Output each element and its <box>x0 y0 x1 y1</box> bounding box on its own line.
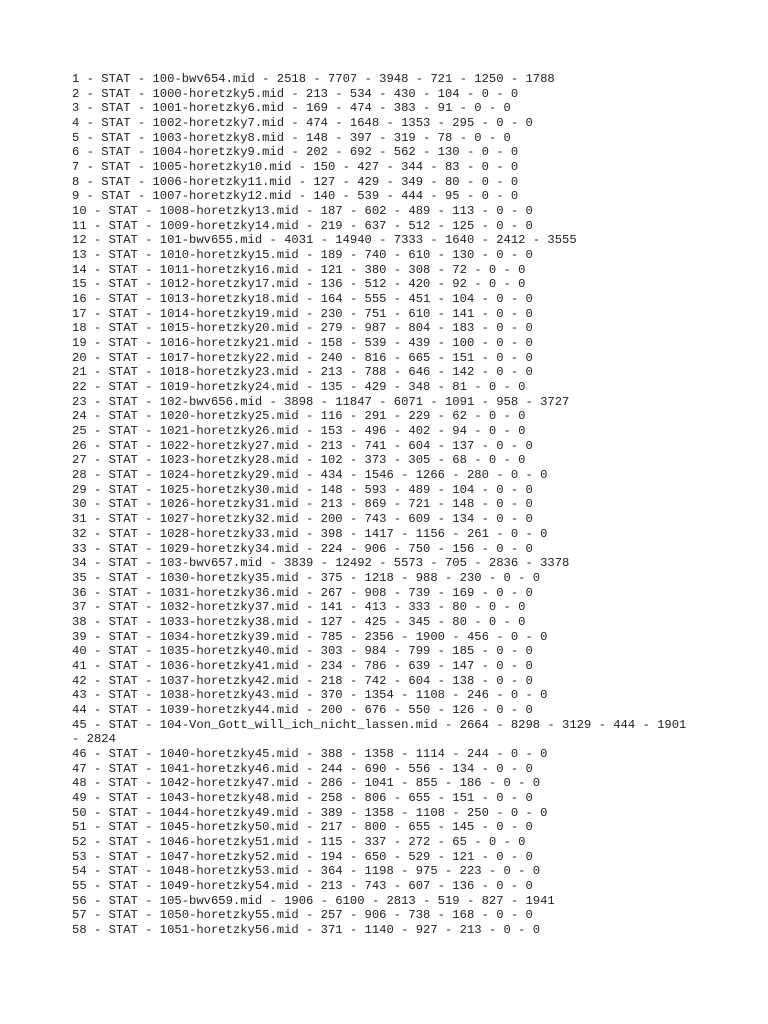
stat-line: 18 - STAT - 1015-horetzky20.mid - 279 - 987 - 804 - 183 - 0 - 0 <box>72 321 533 336</box>
stat-line: 5 - STAT - 1003-horetzky8.mid - 148 - 397 - 319 - 78 - 0 - 0 <box>72 130 511 145</box>
stat-line: 43 - STAT - 1038-horetzky43.mid - 370 - 1354 - 1108 - 246 - 0 - 0 <box>72 688 548 703</box>
stat-line: 23 - STAT - 102-bwv656.mid - 3898 - 11847 - 6071 - 1091 - 958 - 3727 <box>72 394 570 409</box>
stat-line: 31 - STAT - 1027-horetzky32.mid - 200 - 743 - 609 - 134 - 0 - 0 <box>72 512 533 527</box>
stat-line: 8 - STAT - 1006-horetzky11.mid - 127 - 429 - 349 - 80 - 0 - 0 <box>72 174 519 189</box>
stat-line: 17 - STAT - 1014-horetzky19.mid - 230 - 751 - 610 - 141 - 0 - 0 <box>72 306 533 321</box>
stat-line: 48 - STAT - 1042-horetzky47.mid - 286 - 1041 - 855 - 186 - 0 - 0 <box>72 776 541 791</box>
stat-line: 54 - STAT - 1048-horetzky53.mid - 364 - 1198 - 975 - 223 - 0 - 0 <box>72 864 541 879</box>
stat-line: 19 - STAT - 1016-horetzky21.mid - 158 - 539 - 439 - 100 - 0 - 0 <box>72 336 533 351</box>
stat-line: 6 - STAT - 1004-horetzky9.mid - 202 - 692 - 562 - 130 - 0 - 0 <box>72 145 519 160</box>
stat-line: 26 - STAT - 1022-horetzky27.mid - 213 - 741 - 604 - 137 - 0 - 0 <box>72 438 533 453</box>
stat-line: 55 - STAT - 1049-horetzky54.mid - 213 - 743 - 607 - 136 - 0 - 0 <box>72 878 533 893</box>
stat-line: 29 - STAT - 1025-horetzky30.mid - 148 - 593 - 489 - 104 - 0 - 0 <box>72 482 533 497</box>
stat-line: 12 - STAT - 101-bwv655.mid - 4031 - 14940 - 7333 - 1640 - 2412 - 3555 <box>72 233 577 248</box>
stat-line: 21 - STAT - 1018-horetzky23.mid - 213 - 788 - 646 - 142 - 0 - 0 <box>72 365 533 380</box>
stat-line: 37 - STAT - 1032-horetzky37.mid - 141 - 413 - 333 - 80 - 0 - 0 <box>72 600 526 615</box>
stat-line: 1 - STAT - 100-bwv654.mid - 2518 - 7707 - 3948 - 721 - 1250 - 1788 <box>72 72 555 86</box>
stat-line: 39 - STAT - 1034-horetzky39.mid - 785 - 2356 - 1900 - 456 - 0 - 0 <box>72 629 548 644</box>
stat-line: 7 - STAT - 1005-horetzky10.mid - 150 - 427 - 344 - 83 - 0 - 0 <box>72 160 519 175</box>
stat-line: 40 - STAT - 1035-horetzky40.mid - 303 - 984 - 799 - 185 - 0 - 0 <box>72 644 533 659</box>
stat-line: 56 - STAT - 105-bwv659.mid - 1906 - 6100 - 2813 - 519 - 827 - 1941 <box>72 893 555 908</box>
stat-line: 50 - STAT - 1044-horetzky49.mid - 389 - 1358 - 1108 - 250 - 0 - 0 <box>72 805 548 820</box>
stat-line: 32 - STAT - 1028-horetzky33.mid - 398 - 1417 - 1156 - 261 - 0 - 0 <box>72 526 548 541</box>
stat-line: 38 - STAT - 1033-horetzky38.mid - 127 - 425 - 345 - 80 - 0 - 0 <box>72 614 526 629</box>
stat-line: 20 - STAT - 1017-horetzky22.mid - 240 - 816 - 665 - 151 - 0 - 0 <box>72 350 533 365</box>
stat-line: 9 - STAT - 1007-horetzky12.mid - 140 - 539 - 444 - 95 - 0 - 0 <box>72 189 519 204</box>
stat-line: 47 - STAT - 1041-horetzky46.mid - 244 - 690 - 556 - 134 - 0 - 0 <box>72 761 533 776</box>
stat-line: 44 - STAT - 1039-horetzky44.mid - 200 - 676 - 550 - 126 - 0 - 0 <box>72 702 533 717</box>
stat-line: 27 - STAT - 1023-horetzky28.mid - 102 - 373 - 305 - 68 - 0 - 0 <box>72 453 526 468</box>
stat-line: 30 - STAT - 1026-horetzky31.mid - 213 - 869 - 721 - 148 - 0 - 0 <box>72 497 533 512</box>
stat-line: 13 - STAT - 1010-horetzky15.mid - 189 - 740 - 610 - 130 - 0 - 0 <box>72 248 533 263</box>
stat-line: 24 - STAT - 1020-horetzky25.mid - 116 - 291 - 229 - 62 - 0 - 0 <box>72 409 526 424</box>
stat-line: 57 - STAT - 1050-horetzky55.mid - 257 - 906 - 738 - 168 - 0 - 0 <box>72 908 533 923</box>
stat-line: 33 - STAT - 1029-horetzky34.mid - 224 - 906 - 750 - 156 - 0 - 0 <box>72 541 533 556</box>
stat-line: 58 - STAT - 1051-horetzky56.mid - 371 - 1140 - 927 - 213 - 0 - 0 <box>72 922 541 937</box>
stat-line: 41 - STAT - 1036-horetzky41.mid - 234 - 786 - 639 - 147 - 0 - 0 <box>72 658 533 673</box>
stat-line: 34 - STAT - 103-bwv657.mid - 3839 - 12492 - 5573 - 705 - 2836 - 3378 <box>72 556 570 571</box>
stat-line: 15 - STAT - 1012-horetzky17.mid - 136 - 512 - 420 - 92 - 0 - 0 <box>72 277 526 292</box>
stat-line: 22 - STAT - 1019-horetzky24.mid - 135 - 429 - 348 - 81 - 0 - 0 <box>72 380 526 395</box>
stat-line: 35 - STAT - 1030-horetzky35.mid - 375 - 1218 - 988 - 230 - 0 - 0 <box>72 570 541 585</box>
stat-line: 51 - STAT - 1045-horetzky50.mid - 217 - 800 - 655 - 145 - 0 - 0 <box>72 820 533 835</box>
stat-line: 36 - STAT - 1031-horetzky36.mid - 267 - 908 - 739 - 169 - 0 - 0 <box>72 585 533 600</box>
stat-line: 16 - STAT - 1013-horetzky18.mid - 164 - 555 - 451 - 104 - 0 - 0 <box>72 292 533 307</box>
stat-line: 53 - STAT - 1047-horetzky52.mid - 194 - 650 - 529 - 121 - 0 - 0 <box>72 849 533 864</box>
stat-line: 49 - STAT - 1043-horetzky48.mid - 258 - 806 - 655 - 151 - 0 - 0 <box>72 790 533 805</box>
stat-line: 45 - STAT - 104-Von_Gott_will_ich_nicht_lassen.mid - 2664 - 8298 - 3129 - 444 - 1901 - 2824 <box>72 717 694 747</box>
stat-line: 10 - STAT - 1008-horetzky13.mid - 187 - 602 - 489 - 113 - 0 - 0 <box>72 204 533 219</box>
stat-line: 46 - STAT - 1040-horetzky45.mid - 388 - 1358 - 1114 - 244 - 0 - 0 <box>72 746 548 761</box>
stat-line: 52 - STAT - 1046-horetzky51.mid - 115 - 337 - 272 - 65 - 0 - 0 <box>72 834 526 849</box>
stat-line: 3 - STAT - 1001-horetzky6.mid - 169 - 474 - 383 - 91 - 0 - 0 <box>72 101 511 116</box>
stat-line: 42 - STAT - 1037-horetzky42.mid - 218 - 742 - 604 - 138 - 0 - 0 <box>72 673 533 688</box>
stat-line: 11 - STAT - 1009-horetzky14.mid - 219 - 637 - 512 - 125 - 0 - 0 <box>72 218 533 233</box>
stat-line: 2 - STAT - 1000-horetzky5.mid - 213 - 534 - 430 - 104 - 0 - 0 <box>72 86 519 101</box>
stat-line: 14 - STAT - 1011-horetzky16.mid - 121 - 380 - 308 - 72 - 0 - 0 <box>72 262 526 277</box>
stat-line: 28 - STAT - 1024-horetzky29.mid - 434 - 1546 - 1266 - 280 - 0 - 0 <box>72 468 548 483</box>
stat-line: 25 - STAT - 1021-horetzky26.mid - 153 - 496 - 402 - 94 - 0 - 0 <box>72 424 526 439</box>
stat-line: 4 - STAT - 1002-horetzky7.mid - 474 - 1648 - 1353 - 295 - 0 - 0 <box>72 116 533 131</box>
document-page <box>72 72 692 938</box>
